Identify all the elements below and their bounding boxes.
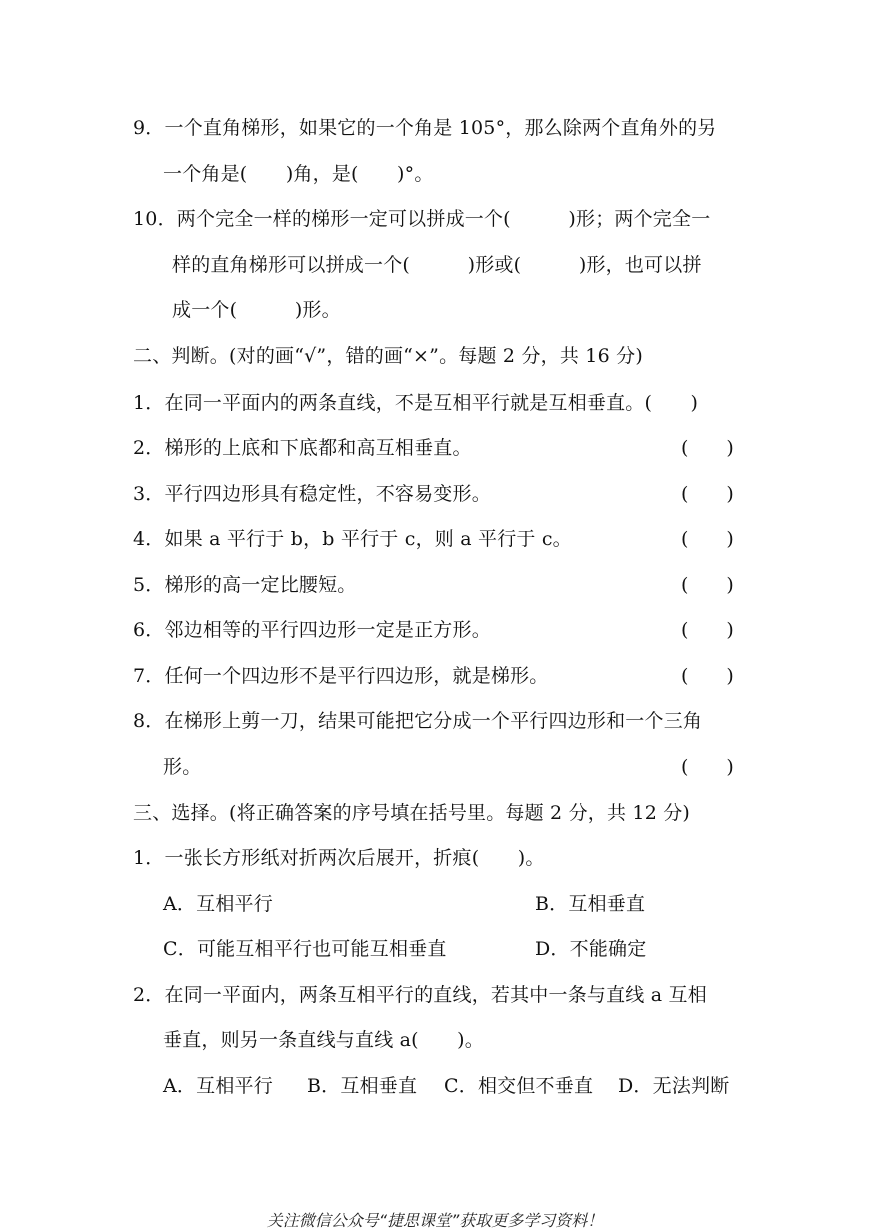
judge-item-4: 4．如果 a 平行于 b，b 平行于 c，则 a 平行于 c。 (133, 528, 572, 550)
footer-notice: 关注微信公众号“捷思课堂”获取更多学习资料！ (266, 1211, 604, 1230)
judge-item-6: 6．邻边相等的平行四边形一定是正方形。 (133, 619, 491, 641)
judge-item-4-answer-paren[interactable]: ( ) (681, 528, 734, 550)
section-3-heading: 三、选择。(将正确答案的序号填在括号里。每题 2 分，共 12 分) (133, 802, 691, 824)
judge-item-5: 5．梯形的高一定比腰短。 (133, 574, 357, 596)
question-9-line-2: 一个角是( )角，是( )°。 (163, 163, 434, 185)
choice-question-1-stem: 1．一张长方形纸对折两次后展开，折痕( )。 (133, 847, 545, 869)
question-10-line-2: 样的直角梯形可以拼成一个( )形或( )形，也可以拼 (172, 254, 702, 276)
question-10-line-3: 成一个( )形。 (172, 299, 341, 321)
judge-item-8-line-2: 形。 (163, 756, 202, 778)
judge-item-5-answer-paren[interactable]: ( ) (681, 574, 734, 596)
section-2-heading: 二、判断。(对的画“√”，错的画“×”。每题 2 分，共 16 分) (133, 345, 643, 367)
judge-item-7-answer-paren[interactable]: ( ) (681, 665, 734, 687)
choice-q2-option-c[interactable]: C．相交但不垂直 (444, 1075, 594, 1097)
judge-item-3-answer-paren[interactable]: ( ) (681, 483, 734, 505)
question-9-line-1: 9．一个直角梯形，如果它的一个角是 105°，那么除两个直角外的另 (133, 117, 717, 139)
choice-question-2-stem-line-2: 垂直，则另一条直线与直线 a( )。 (163, 1029, 484, 1051)
judge-item-2-answer-paren[interactable]: ( ) (681, 437, 734, 459)
choice-q1-option-a[interactable]: A．互相平行 (163, 893, 273, 915)
choice-question-2-stem-line-1: 2．在同一平面内，两条互相平行的直线，若其中一条与直线 a 互相 (133, 984, 707, 1006)
judge-item-3: 3．平行四边形具有稳定性，不容易变形。 (133, 483, 491, 505)
choice-q1-option-b[interactable]: B．互相垂直 (535, 893, 646, 915)
question-10-line-1: 10．两个完全一样的梯形一定可以拼成一个( )形；两个完全一 (133, 208, 711, 230)
choice-q1-option-d[interactable]: D．不能确定 (535, 938, 647, 960)
choice-q2-option-b[interactable]: B．互相垂直 (307, 1075, 418, 1097)
judge-item-8-answer-paren[interactable]: ( ) (681, 756, 734, 778)
judge-item-8-line-1: 8．在梯形上剪一刀，结果可能把它分成一个平行四边形和一个三角 (133, 710, 703, 732)
judge-item-2: 2．梯形的上底和下底都和高互相垂直。 (133, 437, 472, 459)
judge-item-7: 7．任何一个四边形不是平行四边形，就是梯形。 (133, 665, 549, 687)
judge-item-6-answer-paren[interactable]: ( ) (681, 619, 734, 641)
choice-q2-option-d[interactable]: D．无法判断 (618, 1075, 730, 1097)
judge-item-1: 1．在同一平面内的两条直线，不是互相平行就是互相垂直。( ) (133, 392, 699, 414)
choice-q2-option-a[interactable]: A．互相平行 (163, 1075, 273, 1097)
choice-q1-option-c[interactable]: C．可能互相平行也可能互相垂直 (163, 938, 447, 960)
